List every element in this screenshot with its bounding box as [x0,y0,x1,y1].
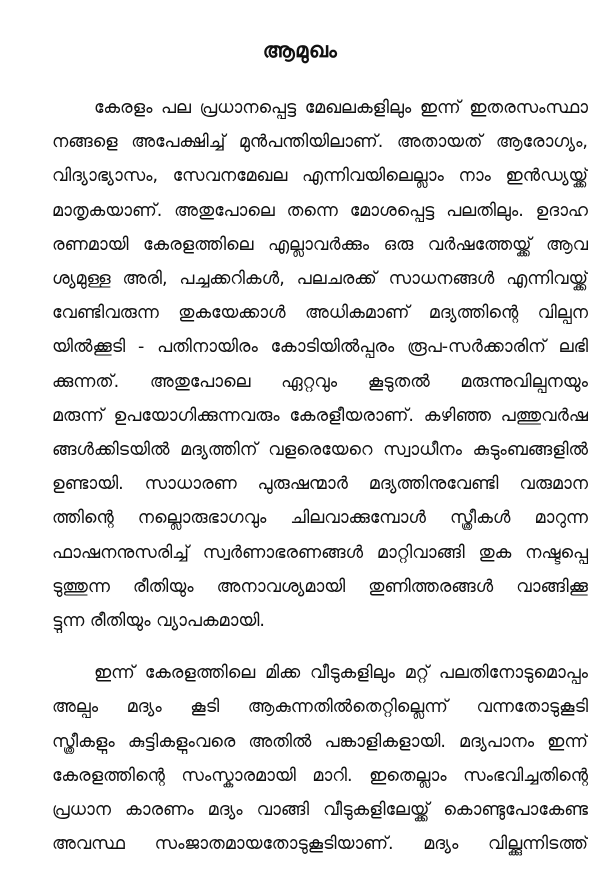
text-line: ട്ടുന്ന രീതിയും വ്യാപകമായി. [52,611,265,631]
text-line: ഇന്ന് കേരളത്തിലെ മിക്ക വീടുകളിലും മറ്റ് പലതിനോടുമൊപ്പം [94,663,588,684]
page-title: ആമുഖം [262,38,338,62]
text-line: ശ്യമുള്ള അരി, പച്ചക്കറികൾ, പലചരക്ക് സാധനങ്ങൾ എന്നിവയ്ക്ക് [52,269,588,289]
text-line: അവസ്ഥ സംജാതമായതോടുകൂടിയാണ്. മദ്യം വില്ക്കുന്നിടത്ത് [52,834,588,855]
text-line: മരുന്ന് ഉപയോഗിക്കുന്നവരും കേരളീയരാണ്. കഴിഞ്ഞ പത്തുവർഷ [52,405,588,426]
text-line: വേണ്ടിവരുന്ന തുകയേക്കാൾ അധികമാണ് മദ്യത്തിന്റെ വില്പന [52,303,588,324]
text-line: അല്പം മദ്യം കൂടി ആകുന്നതിൽതെറ്റില്ലെന്ന് വന്നതോടുകൂടി [52,697,588,718]
text-line: ക്കുന്നത്. അതുപോലെ ഏറ്റവും കൂടുതൽ മരുന്നുവില്പനയും [52,371,588,392]
text-line: സ്ത്രീകളും കുട്ടികളുംവരെ അതിൽ പങ്കാളികളായി. മദ്യപാനം ഇന്ന് [52,731,588,752]
text-line: വിദ്യാഭ്യാസം, സേവനമേഖല എന്നിവയിലെല്ലാം നാം ഇൻഡ്യയ്ക്ക് [52,166,588,187]
text-line: ഉണ്ടായി. സാധാരണ പുരുഷന്മാർ മദ്യത്തിനുവേണ്ടി വരുമാന [52,474,588,495]
text-line: രണമായി കേരളത്തിലെ എല്ലാവർക്കും ഒരു വർഷത്തേയ്ക്ക് ആവ [52,234,588,255]
text-line: ത്തിന്റെ നല്ലൊരുഭാഗവും ചിലവാക്കുമ്പോൾ സ്ത്രീകൾ മാറുന്ന [52,508,588,529]
text-line: ങ്ങൾക്കിടയിൽ മദ്യത്തിന് വളരെയേറെ സ്വാധീനം കുടുംബങ്ങളിൽ [52,440,588,460]
text-line: കേരളത്തിന്റെ സംസ്കാരമായി മാറി. ഇതെല്ലാം സംഭവിച്ചതിന്റെ [52,765,588,786]
text-line: നങ്ങളെ അപേക്ഷിച്ച് മുൻപന്തിയിലാണ്. അതായത് ആരോഗ്യം, [52,132,588,153]
text-line: മാതൃകയാണ്. അതുപോലെ തന്നെ മോശപ്പെട്ട പലതിലും. ഉദാഹ [52,200,588,221]
text-line: യിൽക്കൂടി - പതിനായിരം കോടിയിൽപ്പരം രൂപ-സർക്കാരിന് ലഭി [52,337,588,358]
text-line: ഫാഷനനുസരിച്ച് സ്വർണാഭരണങ്ങൾ മാറ്റിവാങ്ങി തുക നഷ്ടപ്പെ [52,542,588,563]
text-line: ടുത്തുന്ന രീതിയും അനാവശ്യമായി തുണിത്തരങ്ങൾ വാങ്ങിക്കൂ [52,576,588,597]
text-line: കേരളം പല പ്രധാനപ്പെട്ട മേഖലകളിലും ഇന്ന് ഇതരസംസ്ഥാ [94,98,588,118]
text-line: പ്രധാന കാരണം മദ്യം വാങ്ങി വീടുകളിലേയ്ക്ക് കൊണ്ടുപോകേണ്ട [52,800,588,820]
